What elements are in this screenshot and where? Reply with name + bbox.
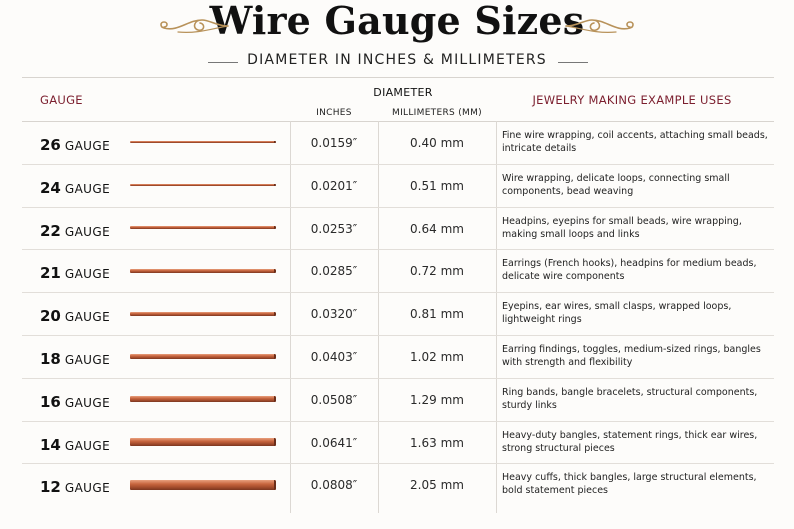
example-uses: Ring bands, bangle bracelets, structural components, sturdy links bbox=[502, 386, 758, 411]
copper-wire-sample bbox=[130, 312, 276, 316]
gauge-unit: GAUGE bbox=[64, 139, 111, 153]
wire-cut-end bbox=[274, 226, 276, 229]
example-uses: Earring findings, toggles, medium-sized rings, bangles with strength and flexibility bbox=[502, 344, 761, 368]
example-uses: Fine wire wrapping, coil accents, attaching small beads, intricate details bbox=[502, 130, 768, 154]
example-uses: Eyepins, ear wires, small clasps, wrapped loops, lightweight rings bbox=[502, 301, 732, 326]
wire-cut-end bbox=[274, 141, 276, 143]
wire-cut-end bbox=[274, 354, 276, 359]
diameter-mm: 0.40 mm bbox=[410, 136, 464, 150]
gauge-label bbox=[40, 392, 110, 411]
diameter-inches: 0.0403″ bbox=[310, 350, 358, 364]
mm-column-header: MILLIMETERS (MM) bbox=[392, 108, 482, 118]
gauge-number: 20 bbox=[40, 307, 61, 326]
gauge-label bbox=[40, 263, 110, 282]
title-block bbox=[0, 0, 794, 80]
copper-wire-sample bbox=[130, 269, 276, 273]
gauge-label bbox=[40, 477, 110, 496]
gauge-number: 18 bbox=[40, 350, 61, 368]
gauge-unit: GAUGE bbox=[64, 395, 111, 410]
wire-cut-end bbox=[274, 396, 276, 402]
table-row bbox=[22, 422, 774, 465]
gauge-unit: GAUGE bbox=[64, 224, 111, 239]
copper-wire-sample bbox=[130, 226, 276, 229]
page-title: Wire Gauge Sizes bbox=[209, 0, 585, 43]
wire-cut-end bbox=[274, 480, 276, 490]
gauge-number: 26 bbox=[40, 136, 61, 154]
wire-cut-end bbox=[274, 312, 276, 316]
copper-wire-sample bbox=[130, 396, 276, 402]
gauge-label bbox=[40, 306, 110, 325]
gauge-label bbox=[40, 135, 110, 154]
diameter-inches: 0.0201″ bbox=[310, 178, 358, 193]
gauge-unit: GAUGE bbox=[64, 310, 111, 325]
gauge-unit: GAUGE bbox=[64, 438, 111, 453]
diameter-mm: 0.51 mm bbox=[410, 178, 464, 193]
diameter-inches: 0.0641″ bbox=[310, 435, 358, 450]
example-uses: Wire wrapping, delicate loops, connecting small components, bead weaving bbox=[502, 172, 730, 197]
diameter-mm: 1.63 mm bbox=[410, 435, 464, 450]
gauge-number: 22 bbox=[40, 221, 61, 240]
gauge-unit: GAUGE bbox=[64, 353, 111, 367]
flourish-left-icon bbox=[158, 12, 230, 40]
header-divider bbox=[22, 77, 774, 78]
diameter-inches: 0.0253″ bbox=[310, 221, 358, 236]
gauge-column-header: GAUGE bbox=[40, 93, 83, 107]
table-row bbox=[22, 165, 774, 208]
subtitle-right-rule bbox=[558, 62, 588, 63]
gauge-label bbox=[40, 221, 110, 240]
gauge-number: 21 bbox=[40, 264, 61, 283]
inches-column-header: INCHES bbox=[316, 108, 352, 118]
gauge-label bbox=[40, 349, 110, 368]
table-row bbox=[22, 293, 774, 336]
diameter-mm: 1.29 mm bbox=[410, 392, 464, 407]
diameter-mm: 0.72 mm bbox=[410, 264, 464, 279]
gauge-number: 14 bbox=[40, 435, 61, 454]
gauge-unit: GAUGE bbox=[64, 181, 111, 196]
subtitle-row bbox=[0, 52, 794, 72]
table-row bbox=[22, 250, 774, 293]
uses-column-header: JEWELRY MAKING EXAMPLE USES bbox=[532, 93, 732, 107]
diameter-mm: 2.05 mm bbox=[410, 478, 464, 493]
flourish-right-icon bbox=[564, 12, 636, 40]
example-uses: Earrings (French hooks), headpins for medium beads, delicate wire components bbox=[502, 258, 757, 283]
table-row bbox=[22, 208, 774, 251]
diameter-inches: 0.0320″ bbox=[310, 307, 358, 322]
gauge-number: 24 bbox=[40, 178, 61, 197]
wire-cut-end bbox=[274, 438, 276, 446]
diameter-inches: 0.0808″ bbox=[310, 478, 358, 493]
copper-wire-sample bbox=[130, 141, 276, 143]
copper-wire-sample bbox=[130, 438, 276, 446]
diameter-mm: 1.02 mm bbox=[410, 350, 464, 364]
gauge-number: 16 bbox=[40, 392, 61, 411]
diameter-mm: 0.64 mm bbox=[410, 221, 464, 236]
gauge-label bbox=[40, 435, 110, 454]
diameter-inches: 0.0508″ bbox=[310, 392, 358, 407]
gauge-unit: GAUGE bbox=[64, 481, 111, 496]
example-uses: Headpins, eyepins for small beads, wire wrapping, making small loops and links bbox=[502, 215, 742, 240]
table-row bbox=[22, 464, 774, 507]
copper-wire-sample bbox=[130, 480, 276, 490]
diameter-column-header: DIAMETER bbox=[373, 86, 433, 99]
page-subtitle: DIAMETER IN INCHES & MILLIMETERS bbox=[247, 52, 547, 68]
diameter-mm: 0.81 mm bbox=[410, 307, 464, 322]
gauge-unit: GAUGE bbox=[64, 267, 111, 282]
wire-cut-end bbox=[274, 269, 276, 273]
table-row bbox=[22, 336, 774, 379]
diameter-inches: 0.0159″ bbox=[310, 136, 358, 150]
example-uses: Heavy-duty bangles, statement rings, thick ear wires, strong structural pieces bbox=[502, 429, 758, 454]
diameter-inches: 0.0285″ bbox=[310, 264, 358, 279]
gauge-number: 12 bbox=[40, 478, 61, 497]
example-uses: Heavy cuffs, thick bangles, large structural elements, bold statement pieces bbox=[502, 472, 757, 497]
copper-wire-sample bbox=[130, 184, 276, 186]
gauge-label bbox=[40, 178, 110, 197]
table-row bbox=[22, 122, 774, 165]
wire-cut-end bbox=[274, 184, 276, 186]
table-row bbox=[22, 379, 774, 422]
copper-wire-sample bbox=[130, 354, 276, 359]
